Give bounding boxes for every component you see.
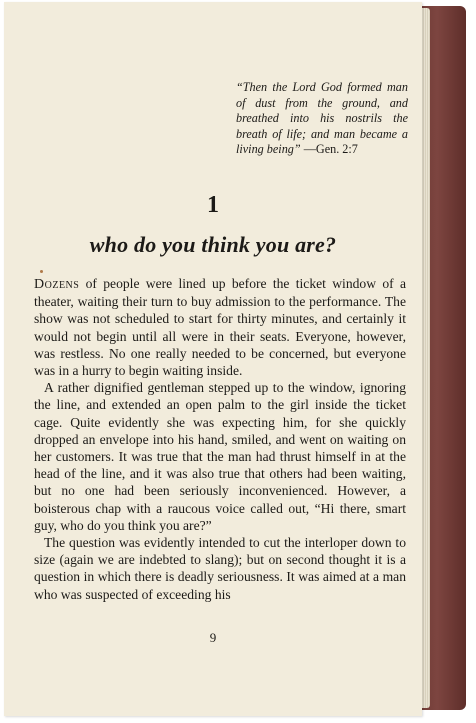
chapter-number: 1 bbox=[207, 192, 219, 218]
epigraph-reference: —Gen. 2:7 bbox=[303, 142, 358, 157]
paragraph-text: of people were lined up before the ticket window of a theater, waiting their turn to buy admission to the performance. The show was not scheduled to start for thirty minutes, and certainly it would not begin until all were in their seats. Everyone, however, was restless. No one really needed to be concerned, but everyone was in a hurry to begin waiting inside. bbox=[34, 276, 406, 379]
chapter-title: who do you think you are? bbox=[89, 232, 337, 257]
paragraph-lead-word: Dozens bbox=[34, 277, 80, 292]
epigraph-text: “Then the Lord God formed man of dust from the ground, and breathed into his nostrils the breath of life; and man became a living being” bbox=[236, 80, 408, 157]
body-text bbox=[34, 275, 406, 603]
epigraph bbox=[236, 80, 408, 158]
paragraph: The question was evidently intended to cut the interloper down to size (again we are indebted to slang); but on second thought it is a question in which there is deadly seriousness. It was aimed at a man who was suspected of exceeding his bbox=[34, 535, 406, 602]
book-page bbox=[4, 2, 422, 716]
ink-mark bbox=[40, 270, 43, 273]
page-number: 9 bbox=[209, 630, 217, 645]
paragraph: A rather dignified gentleman stepped up to the window, ignoring the line, and extended an open palm to the girl inside the ticket cage. Quite evidently she was expecting him, for she quickly dropped an envelope into his hand, smiled, and went on waiting on her customers. It was true that the man had thrust himself in at the head of the line, and it was also true that others had been waiting, but no one had been seriously inconvenienced. However, a boisterous chap with a raucous voice called out, “Hi there, smart guy, who do you think you are?” bbox=[34, 380, 406, 533]
paragraph bbox=[34, 275, 406, 379]
